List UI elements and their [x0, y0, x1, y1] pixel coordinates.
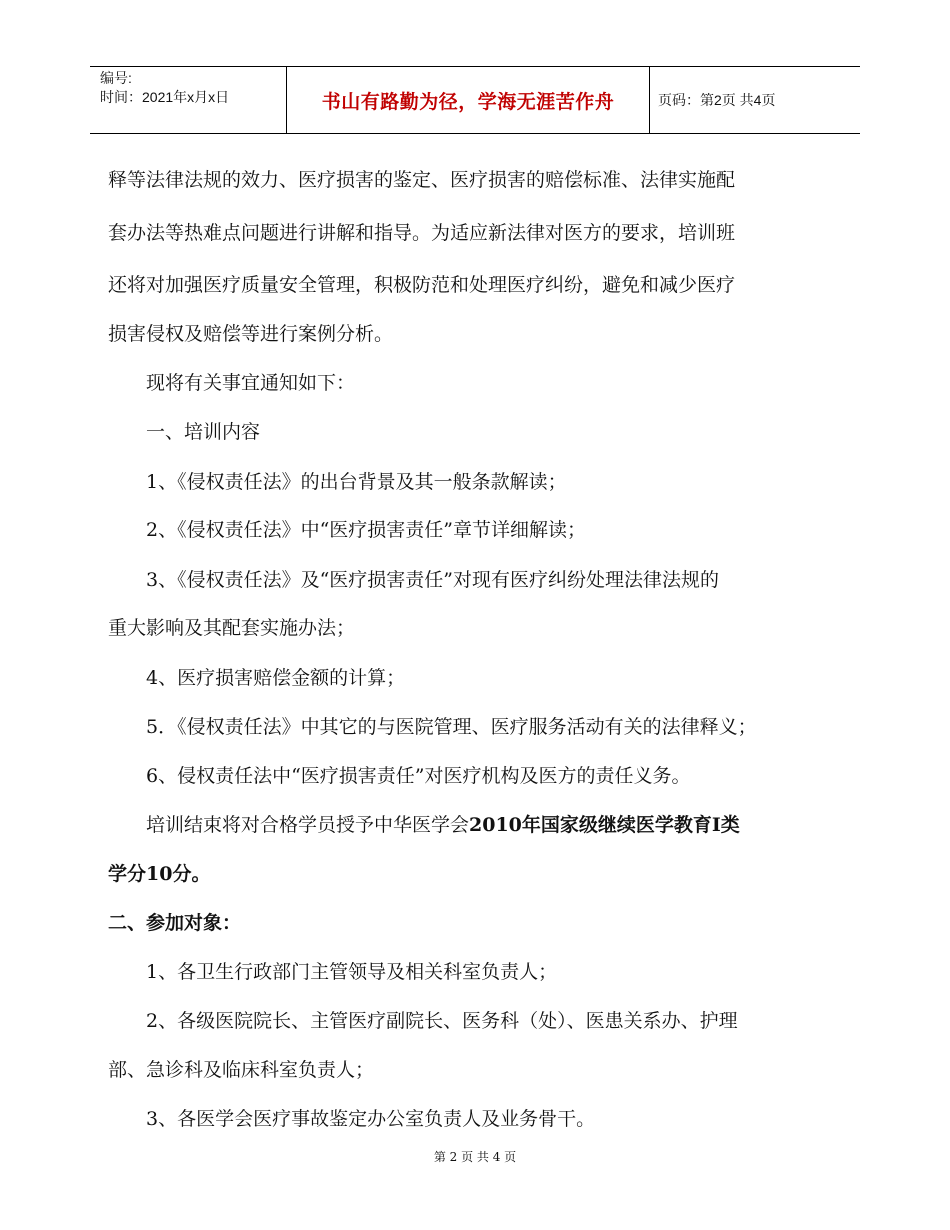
body-line: 现将有关事宜通知如下： [146, 372, 356, 394]
page-footer: 第 2 页 共 4 页 [433, 1150, 517, 1164]
credit-note [108, 813, 740, 837]
body-line: 还将对加强医疗质量安全管理，积极防范和处理医疗纠纷，避免和减少医疗 [108, 274, 736, 296]
credit-note-continuation: 学分10分。 [108, 863, 211, 885]
credit-note-text: 培训结束将对合格学员授予中华医学会 [146, 814, 470, 836]
list-item: 2、《侵权责任法》中“医疗损害责任”章节详细解读； [146, 519, 587, 541]
body-line: 套办法等热难点问题进行讲解和指导。为适应新法律对医方的要求，培训班 [108, 222, 736, 244]
header-center-cell [287, 67, 650, 133]
list-item: 6、侵权责任法中“医疗损害责任”对医疗机构及医方的责任义务。 [146, 765, 691, 787]
document-number-label: 编号: [100, 70, 132, 86]
section-heading-participants: 二、参加对象： [108, 912, 242, 934]
list-item: 4、医疗损害赔偿金额的计算； [146, 667, 406, 689]
list-item: 3、各医学会医疗事故鉴定办公室负责人及业务骨干。 [146, 1108, 596, 1130]
body-line: 损害侵权及赔偿等进行案例分析。 [108, 323, 394, 345]
document-date: 时间：2021年x月x日 [100, 89, 230, 105]
credit-note-bold: 2010年国家级继续医学教育Ⅰ类 [469, 814, 740, 836]
body-line: 释等法律法规的效力、医疗损害的鉴定、医疗损害的赔偿标准、法律实施配 [108, 169, 736, 191]
header-left-cell [90, 67, 287, 133]
header-motto: 书山有路勤为径，学海无涯苦作舟 [321, 90, 615, 113]
list-item-continuation: 部、急诊科及临床科室负责人； [108, 1059, 375, 1081]
list-item: 1、《侵权责任法》的出台背景及其一般条款解读； [146, 471, 567, 493]
list-item: 1、各卫生行政部门主管领导及相关科室负责人； [146, 961, 558, 983]
list-item: 5．《侵权责任法》中其它的与医院管理、医疗服务活动有关的法律释义； [146, 716, 757, 738]
header-page-code: 页码：第2页 共4页 [658, 92, 776, 108]
section-heading-content: 一、培训内容 [146, 421, 261, 443]
header-table [90, 66, 860, 134]
header-right-cell [650, 67, 860, 133]
list-item: 2、各级医院院长、主管医疗副院长、医务科（处）、医患关系办、护理 [146, 1010, 738, 1032]
list-item: 3、《侵权责任法》及“医疗损害责任”对现有医疗纠纷处理法律法规的 [146, 569, 720, 591]
list-item-continuation: 重大影响及其配套实施办法； [108, 617, 356, 639]
